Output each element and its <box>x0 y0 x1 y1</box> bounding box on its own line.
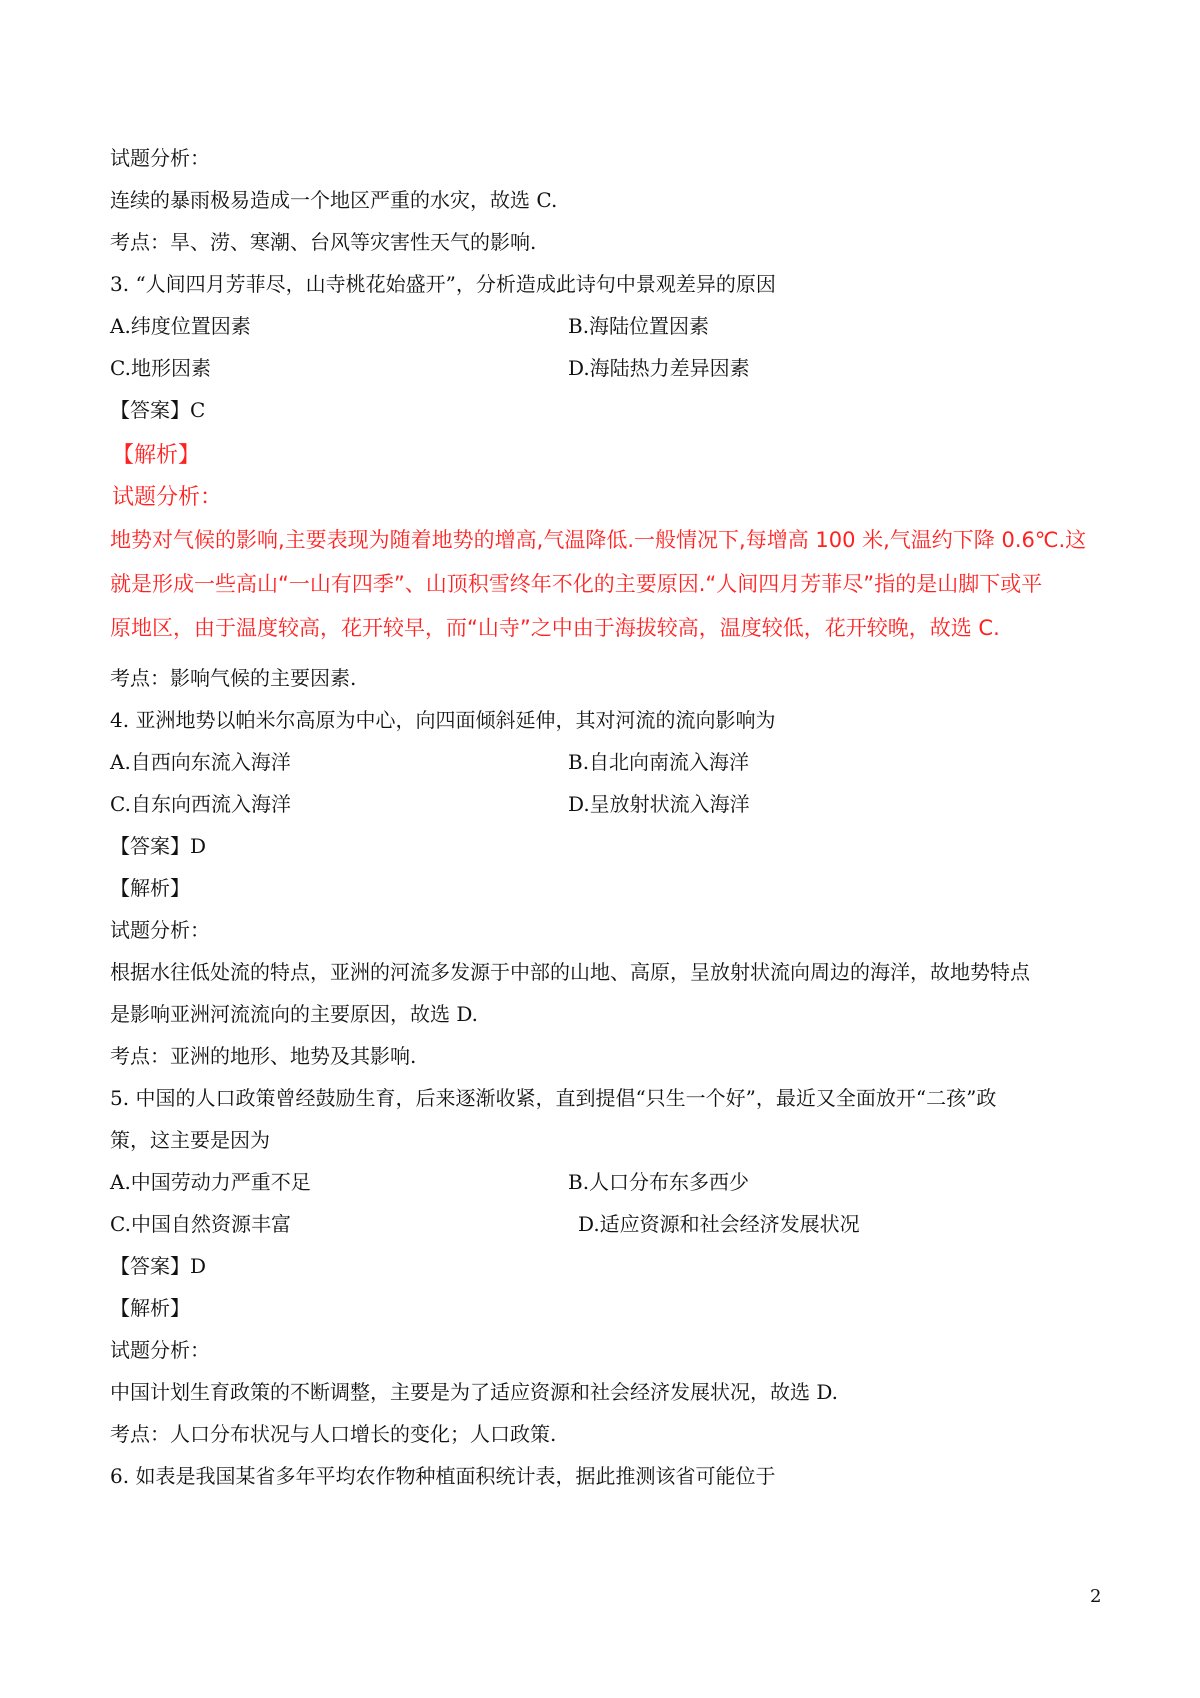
q4-option-c: C.自东向西流入海洋 <box>110 792 291 816</box>
q3-option-c: C.地形因素 <box>110 356 211 380</box>
q2-kaodian: 考点：旱、涝、寒潮、台风等灾害性天气的影响. <box>110 230 537 254</box>
q5-answer: 【答案】D <box>110 1254 207 1278</box>
q4-option-b: B.自北向南流入海洋 <box>568 750 750 774</box>
q4-kaodian: 考点：亚洲的地形、地势及其影响. <box>110 1044 417 1068</box>
q4-answer: 【答案】D <box>110 834 207 858</box>
q5-question-line-2: 策，这主要是因为 <box>110 1128 270 1152</box>
q4-analysis-line-2: 是影响亚洲河流流向的主要原因，故选 D. <box>110 1002 479 1026</box>
q3-analysis-label: 试题分析： <box>112 485 223 510</box>
q2-analysis-text: 连续的暴雨极易造成一个地区严重的水灾，故选 C. <box>110 188 558 212</box>
q5-option-c: C.中国自然资源丰富 <box>110 1212 291 1236</box>
q5-analysis-text: 中国计划生育政策的不断调整，主要是为了适应资源和社会经济发展状况，故选 D. <box>110 1380 839 1404</box>
q6-question: 6. 如表是我国某省多年平均农作物种植面积统计表，据此推测该省可能位于 <box>110 1464 776 1488</box>
q3-option-b: B.海陆位置因素 <box>568 314 710 338</box>
page-number: 2 <box>1090 1586 1102 1607</box>
q4-jiexi: 【解析】 <box>110 876 190 900</box>
q3-jiexi: 【解析】 <box>112 443 201 468</box>
q4-analysis-line-1: 根据水往低处流的特点，亚洲的河流多发源于中部的山地、高原，呈放射状流向周边的海洋，故地势特点 <box>110 960 1030 984</box>
q3-kaodian: 考点：影响气候的主要因素. <box>110 666 357 690</box>
q5-jiexi: 【解析】 <box>110 1296 190 1320</box>
q5-option-a: A.中国劳动力严重不足 <box>110 1170 311 1194</box>
q3-answer: 【答案】C <box>110 398 206 422</box>
q2-analysis-label: 试题分析： <box>110 146 210 170</box>
q3-question: 3. “人间四月芳菲尽，山寺桃花始盛开”，分析造成此诗句中景观差异的原因 <box>110 272 776 296</box>
q3-analysis-line-2: 就是形成一些高山“一山有四季”、山顶积雪终年不化的主要原因.“人间四月芳菲尽”指的是山脚下或平 <box>110 572 1043 596</box>
q5-kaodian: 考点：人口分布状况与人口增长的变化；人口政策. <box>110 1422 557 1446</box>
q3-analysis-line-1: 地势对气候的影响,主要表现为随着地势的增高,气温降低.一般情况下,每增高 100 米,气温约下降 0.6℃.这 <box>110 528 1087 552</box>
q4-question: 4. 亚洲地势以帕米尔高原为中心，向四面倾斜延伸，其对河流的流向影响为 <box>110 708 776 732</box>
q5-analysis-label: 试题分析： <box>110 1338 210 1362</box>
q5-option-d: D.适应资源和社会经济发展状况 <box>578 1212 860 1236</box>
q3-analysis-line-3: 原地区，由于温度较高，花开较早，而“山寺”之中由于海拔较高，温度较低，花开较晚，故选 C. <box>110 616 1000 640</box>
q5-option-b: B.人口分布东多西少 <box>568 1170 750 1194</box>
q4-analysis-label: 试题分析： <box>110 918 210 942</box>
q3-option-d: D.海陆热力差异因素 <box>568 356 750 380</box>
q4-option-d: D.呈放射状流入海洋 <box>568 792 750 816</box>
q4-option-a: A.自西向东流入海洋 <box>110 750 291 774</box>
q3-option-a: A.纬度位置因素 <box>110 314 251 338</box>
q5-question-line-1: 5. 中国的人口政策曾经鼓励生育，后来逐渐收紧，直到提倡“只生一个好”，最近又全面放开“二孩”政 <box>110 1086 997 1110</box>
